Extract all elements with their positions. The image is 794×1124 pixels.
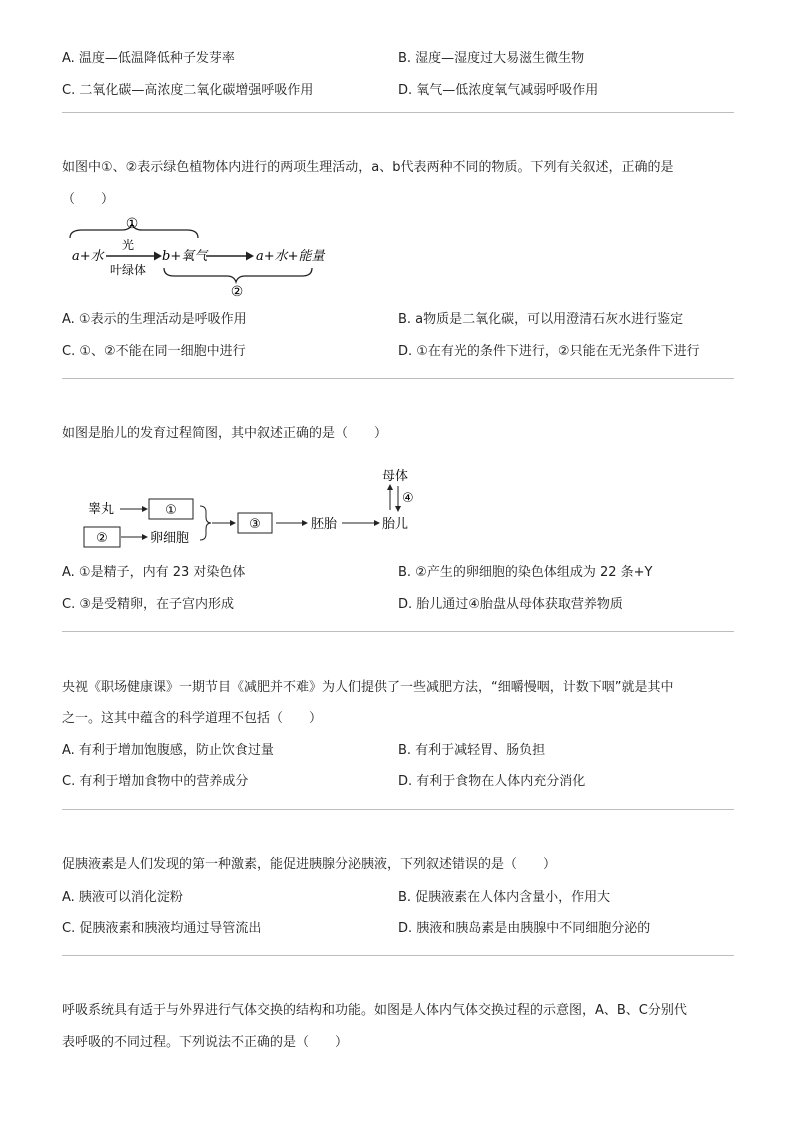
option-b[interactable]: B. 有利于减轻胃、肠负担 xyxy=(398,743,546,758)
divider xyxy=(62,631,734,632)
label-2: ② xyxy=(230,284,244,300)
option-d[interactable]: D. 胰液和胰岛素是由胰腺中不同细胞分泌的 xyxy=(398,921,651,936)
question-stem: 如图中①、②表示绿色植物体内进行的两项生理活动，a、b代表两种不同的物质。下列有关叙述，正确的是 xyxy=(62,160,674,175)
option-a[interactable]: A. 有利于增加饱腹感，防止饮食过量 xyxy=(62,743,274,758)
fetus-label: 胎儿 xyxy=(382,517,409,532)
middle-term: b+氧气 xyxy=(162,249,208,264)
question-stem-continued: （ ） xyxy=(62,192,115,207)
label-1: ① xyxy=(125,216,139,232)
divider xyxy=(62,809,734,810)
arrow-1-head xyxy=(154,252,162,261)
box-3-label: ③ xyxy=(249,517,261,532)
mother-label: 母体 xyxy=(382,469,409,484)
label-4: ④ xyxy=(402,491,414,506)
question-stem-continued: 表呼吸的不同过程。下列说法不正确的是（ ） xyxy=(62,1035,349,1050)
bottom-brace xyxy=(164,268,312,282)
under-arrow-label: 叶绿体 xyxy=(109,263,147,277)
option-d[interactable]: D. 氧气—低浓度氧气减弱呼吸作用 xyxy=(398,83,599,98)
testis-label: 睾丸 xyxy=(88,502,115,517)
option-b[interactable]: B. ②产生的卵细胞的染色体组成为 22 条+Y xyxy=(398,565,653,580)
photosynthesis-respiration-diagram xyxy=(62,212,342,302)
arrow-box2-head xyxy=(142,534,148,540)
option-b[interactable]: B. 促胰液素在人体内含量小，作用大 xyxy=(398,890,611,905)
option-d[interactable]: D. 有利于食物在人体内充分消化 xyxy=(398,774,586,789)
merge-brace xyxy=(200,506,211,540)
left-term: a+水 xyxy=(72,249,104,264)
arrow-to-3-head xyxy=(230,520,236,526)
arrow-to-fetus-head xyxy=(374,520,380,526)
arrow-2-head xyxy=(246,252,254,261)
option-c[interactable]: C. 促胰液素和胰液均通过导管流出 xyxy=(62,921,262,936)
option-c[interactable]: C. 有利于增加食物中的营养成分 xyxy=(62,774,249,789)
box-1-label: ① xyxy=(165,503,177,518)
option-c[interactable]: C. ①、②不能在同一细胞中进行 xyxy=(62,344,246,359)
question-stem: 央视《职场健康课》一期节目《减肥并不难》为人们提供了一些减肥方法，“细嚼慢咽，计数下咽”就是其中 xyxy=(62,680,674,695)
option-a[interactable]: A. 胰液可以消化淀粉 xyxy=(62,890,183,905)
option-b[interactable]: B. 湿度—湿度过大易滋生微生物 xyxy=(398,51,585,66)
option-c[interactable]: C. 二氧化碳—高浓度二氧化碳增强呼吸作用 xyxy=(62,83,314,98)
option-a[interactable]: A. 温度—低温降低种子发芽率 xyxy=(62,51,235,66)
option-a[interactable]: A. ①是精子，内有 23 对染色体 xyxy=(62,565,246,580)
embryo-label: 胚胎 xyxy=(311,517,338,532)
divider xyxy=(62,378,734,379)
arrow-down-head xyxy=(395,506,401,512)
question-stem-continued: 之一。这其中蕴含的科学道理不包括（ ） xyxy=(62,711,323,726)
right-term: a+水+能量 xyxy=(256,249,325,264)
arrow-testis-head xyxy=(142,506,148,512)
box-2-label: ② xyxy=(96,531,108,546)
arrow-up-head xyxy=(387,484,393,490)
egg-label: 卵细胞 xyxy=(150,531,190,546)
option-d[interactable]: D. 胎儿通过④胎盘从母体获取营养物质 xyxy=(398,597,623,612)
option-c[interactable]: C. ③是受精卵，在子宫内形成 xyxy=(62,597,234,612)
option-d[interactable]: D. ①在有光的条件下进行，②只能在无光条件下进行 xyxy=(398,344,700,359)
over-arrow-label: 光 xyxy=(121,238,135,252)
question-stem: 如图是胎儿的发育过程简图，其中叙述正确的是（ ） xyxy=(62,426,388,441)
arrow-to-embryo-head xyxy=(302,520,308,526)
option-b[interactable]: B. a物质是二氧化碳，可以用澄清石灰水进行鉴定 xyxy=(398,312,684,327)
divider xyxy=(62,955,734,956)
fetal-development-diagram xyxy=(80,462,420,552)
divider xyxy=(62,112,734,113)
question-stem: 促胰液素是人们发现的第一种激素，能促进胰腺分泌胰液，下列叙述错误的是（ ） xyxy=(62,857,557,872)
question-stem: 呼吸系统具有适于与外界进行气体交换的结构和功能。如图是人体内气体交换过程的示意图，A、B、C分别代 xyxy=(62,1003,687,1018)
option-a[interactable]: A. ①表示的生理活动是呼吸作用 xyxy=(62,312,247,327)
